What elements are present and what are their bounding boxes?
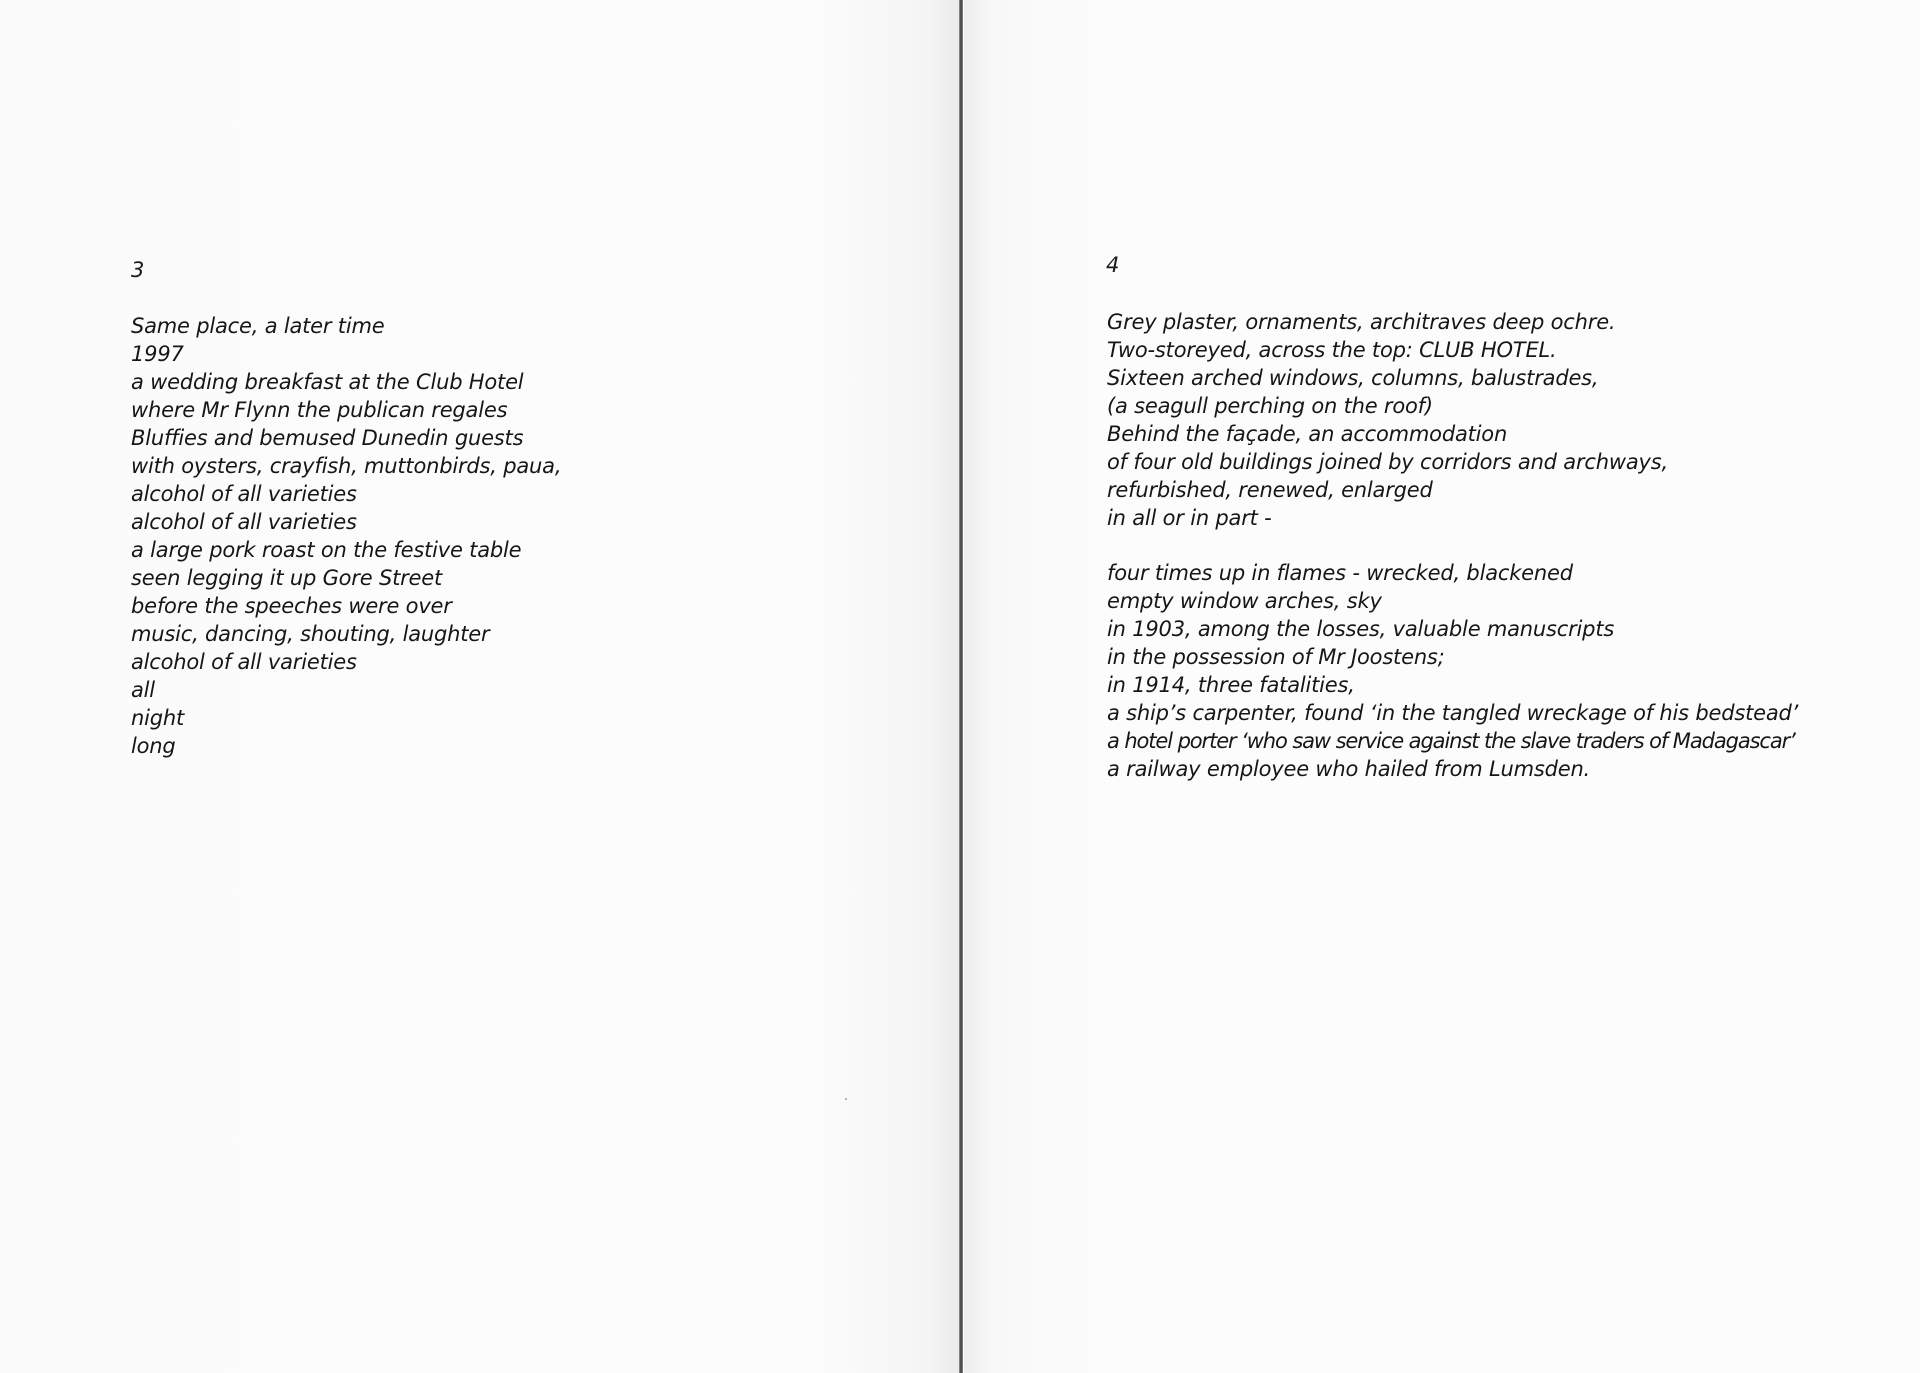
poem-line: in all or in part - bbox=[1107, 506, 1272, 530]
poem-line: seen legging it up Gore Street bbox=[131, 566, 443, 590]
poem-line: a hotel porter ‘who saw service against the slave traders of Madagascar’ bbox=[1107, 729, 1795, 753]
right-page bbox=[964, 0, 1920, 1373]
poem-line: alcohol of all varieties bbox=[131, 482, 357, 506]
poem-line: all bbox=[131, 678, 155, 702]
poem-line: where Mr Flynn the publican regales bbox=[131, 398, 508, 422]
poem-line: in the possession of Mr Joostens; bbox=[1107, 645, 1445, 669]
poem-line: Grey plaster, ornaments, architraves deep ochre. bbox=[1107, 310, 1616, 334]
poem-line: empty window arches, sky bbox=[1107, 589, 1382, 613]
book-gutter bbox=[959, 0, 963, 1373]
stanza-break bbox=[1107, 532, 1798, 559]
poem-section-3 bbox=[131, 312, 561, 760]
poem-line: in 1903, among the losses, valuable manuscripts bbox=[1107, 617, 1615, 641]
poem-line: a wedding breakfast at the Club Hotel bbox=[131, 370, 524, 394]
page-number: 3 bbox=[131, 258, 145, 282]
poem-line: 1997 bbox=[131, 342, 184, 366]
poem-line: Two-storeyed, across the top: CLUB HOTEL. bbox=[1107, 338, 1557, 362]
poem-line: night bbox=[131, 706, 185, 730]
poem-line: a large pork roast on the festive table bbox=[131, 538, 522, 562]
poem-line: Same place, a later time bbox=[131, 314, 385, 338]
poem-line: Bluffies and bemused Dunedin guests bbox=[131, 426, 524, 450]
poem-line: of four old buildings joined by corridors and archways, bbox=[1107, 450, 1668, 474]
poem-line: before the speeches were over bbox=[131, 594, 452, 618]
poem-line: a ship’s carpenter, found ‘in the tangled wreckage of his bedstead’ bbox=[1107, 701, 1799, 725]
poem-line: refurbished, renewed, enlarged bbox=[1107, 478, 1433, 502]
poem-line: Sixteen arched windows, columns, balustrades, bbox=[1107, 366, 1599, 390]
poem-line: in 1914, three fatalities, bbox=[1107, 673, 1355, 697]
poem-line: with oysters, crayfish, muttonbirds, paua, bbox=[131, 454, 562, 478]
poem-line: (a seagull perching on the roof) bbox=[1107, 394, 1433, 418]
paper-speck bbox=[845, 1098, 847, 1100]
poem-line: Behind the façade, an accommodation bbox=[1107, 422, 1508, 446]
poem-line: alcohol of all varieties bbox=[131, 650, 357, 674]
poem-line: long bbox=[131, 734, 176, 758]
poem-section-4 bbox=[1107, 308, 1798, 783]
poem-line: four times up in flames - wrecked, blackened bbox=[1107, 561, 1573, 585]
poem-line: music, dancing, shouting, laughter bbox=[131, 622, 490, 646]
poem-line: a railway employee who hailed from Lumsden. bbox=[1107, 757, 1591, 781]
poem-line: alcohol of all varieties bbox=[131, 510, 357, 534]
page-number: 4 bbox=[1106, 253, 1120, 277]
